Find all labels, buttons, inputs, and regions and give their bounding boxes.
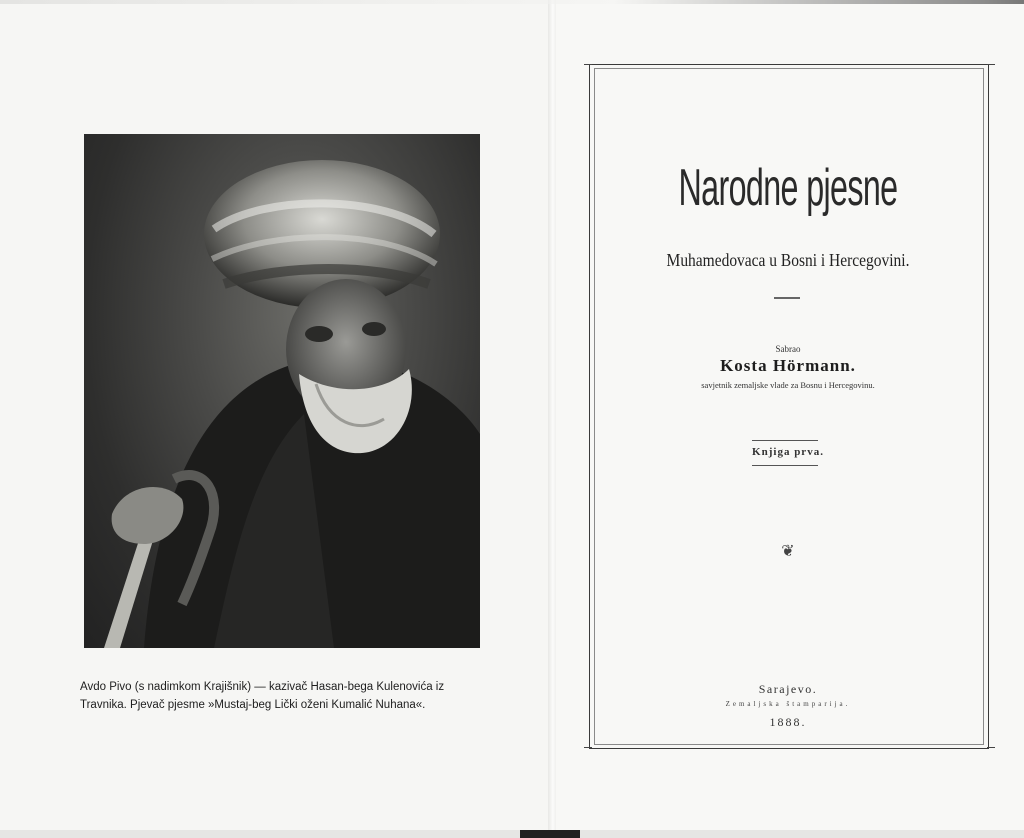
caption-line-2: Travnika. Pjevač pjesme »Mustaj-beg Lički oženi Kumalić Nuhana«. [80, 699, 426, 711]
binding-shadow [520, 830, 580, 838]
author-role: savjetnik zemaljske vlade za Bosnu i Hercegovinu. [701, 380, 875, 390]
ornament-rule [774, 297, 800, 299]
page-edge-bottom [0, 830, 1024, 838]
border-tick [584, 747, 592, 748]
publication-city: Sarajevo. [758, 682, 818, 696]
collected-by-label: Sabrao [775, 344, 801, 354]
publisher: Zemaljska štamparija. [725, 700, 851, 708]
page-edge-top [0, 0, 1024, 4]
book-gutter [548, 0, 556, 838]
caption-line-1: Avdo Pivo (s nadimkom Krajišnik) — kazivač Hasan-bega Kulenovića iz [80, 681, 445, 693]
author-name: Kosta Hörmann. [720, 356, 856, 375]
fleuron-icon: ❦ [781, 543, 795, 560]
rule-above-volume [752, 440, 818, 441]
portrait-photo [84, 134, 480, 648]
rule-below-volume [752, 465, 818, 466]
border-tick [584, 64, 592, 65]
border-tick [987, 747, 995, 748]
volume-label: Knjiga prva. [752, 446, 824, 458]
photo-caption [80, 678, 488, 714]
publication-year: 1888. [769, 715, 807, 729]
border-tick [987, 64, 995, 65]
book-title: Narodne pjesne [678, 159, 898, 217]
portrait-illustration [84, 134, 480, 648]
book-subtitle: Muhamedovaca u Bosni i Hercegovini. [666, 250, 910, 270]
